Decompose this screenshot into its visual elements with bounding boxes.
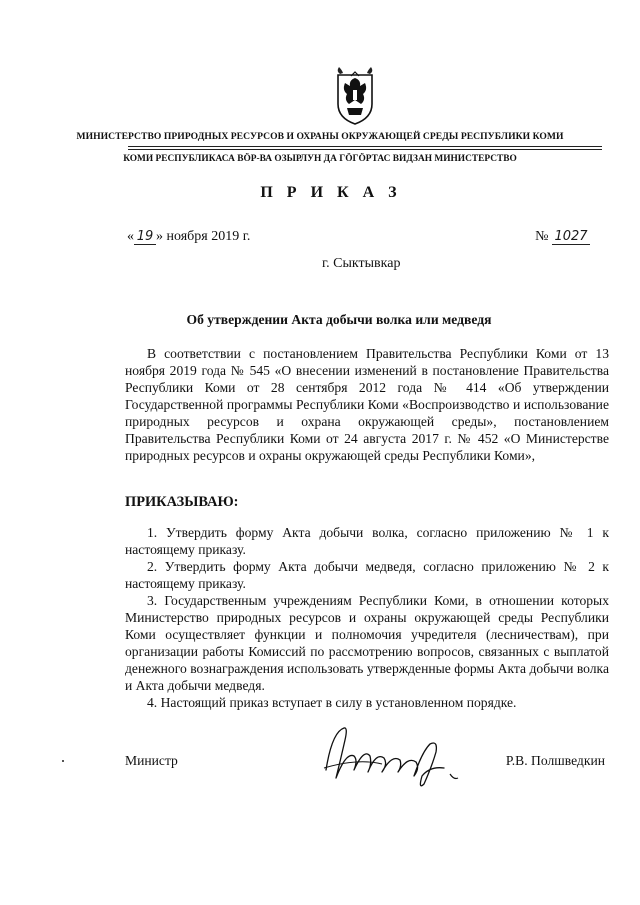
header-divider-double [128,149,602,150]
date-day: 19 [134,230,156,245]
order-item: 1. Утвердить форму Акта добычи волка, согласно приложению № 1 к настоящему приказу. [125,525,609,557]
number-value: 1027 [552,230,590,245]
scan-speck [62,760,64,762]
order-number [535,229,590,245]
document-title: П Р И К А З [260,184,402,201]
order-item: 3. Государственным учреждениям Республики Коми, в отношении которых Министерство природных ресурсов и охраны окружающей среды Республики Коми осуществляет функции и полномочия учредителя (лесничествам), при организации работы Комиссий по рассмотрению вопросов, связанных с выплатой денежного вознаграждения использовать утвержденные формы Акта добычи волка и Акта добычи медведя. [125,593,609,693]
order-item: 4. Настоящий приказ вступает в силу в установленном порядке. [147,695,517,710]
signature-icon [318,722,468,792]
city: г. Сыктывкар [322,256,401,271]
signatory-title: Министр [125,753,178,768]
ministry-name-komi: КОМИ РЕСПУБЛИКАСА ВÖР-ВА ОЗЫРЛУН ДА ГÖГÖРТАС ВИДЗАН МИНИСТЕРСТВО [123,154,517,164]
order-subject: Об утверждении Акта добычи волка или медведя [186,312,492,327]
date-open-quote: « [127,229,134,244]
order-date [127,229,250,245]
preamble-paragraph: В соответствии с постановлением Правительства Республики Коми от 13 ноября 2019 года № 545 «О внесении изменений в постановление Правительства Республики Коми от 28 сентября 2012 года № 414 «Об утверждении Государственной программы Республики Коми «Воспроизводство и использование природных ресурсов и охрана окружающей среды», постановлением Правительства Республики Коми от 24 августа 2017 г. № 452 «О Министерстве природных ресурсов и охраны окружающей среды Республики Коми», [125,346,609,463]
signatory-name: Р.В. Полшведкин [505,753,605,768]
order-item: 2. Утвердить форму Акта добычи медведя, согласно приложению № 2 к настоящему приказу. [125,559,609,591]
coat-of-arms-icon [334,66,376,126]
order-word: ПРИКАЗЫВАЮ: [125,494,239,510]
header-divider [128,146,602,147]
date-close-quote: » [156,229,163,244]
date-month-year: ноября 2019 г. [163,229,251,244]
number-prefix: № [535,229,552,244]
ministry-name-russian: МИНИСТЕРСТВО ПРИРОДНЫХ РЕСУРСОВ И ОХРАНЫ ОКРУЖАЮЩЕЙ СРЕДЫ РЕСПУБЛИКИ КОМИ [76,131,564,142]
